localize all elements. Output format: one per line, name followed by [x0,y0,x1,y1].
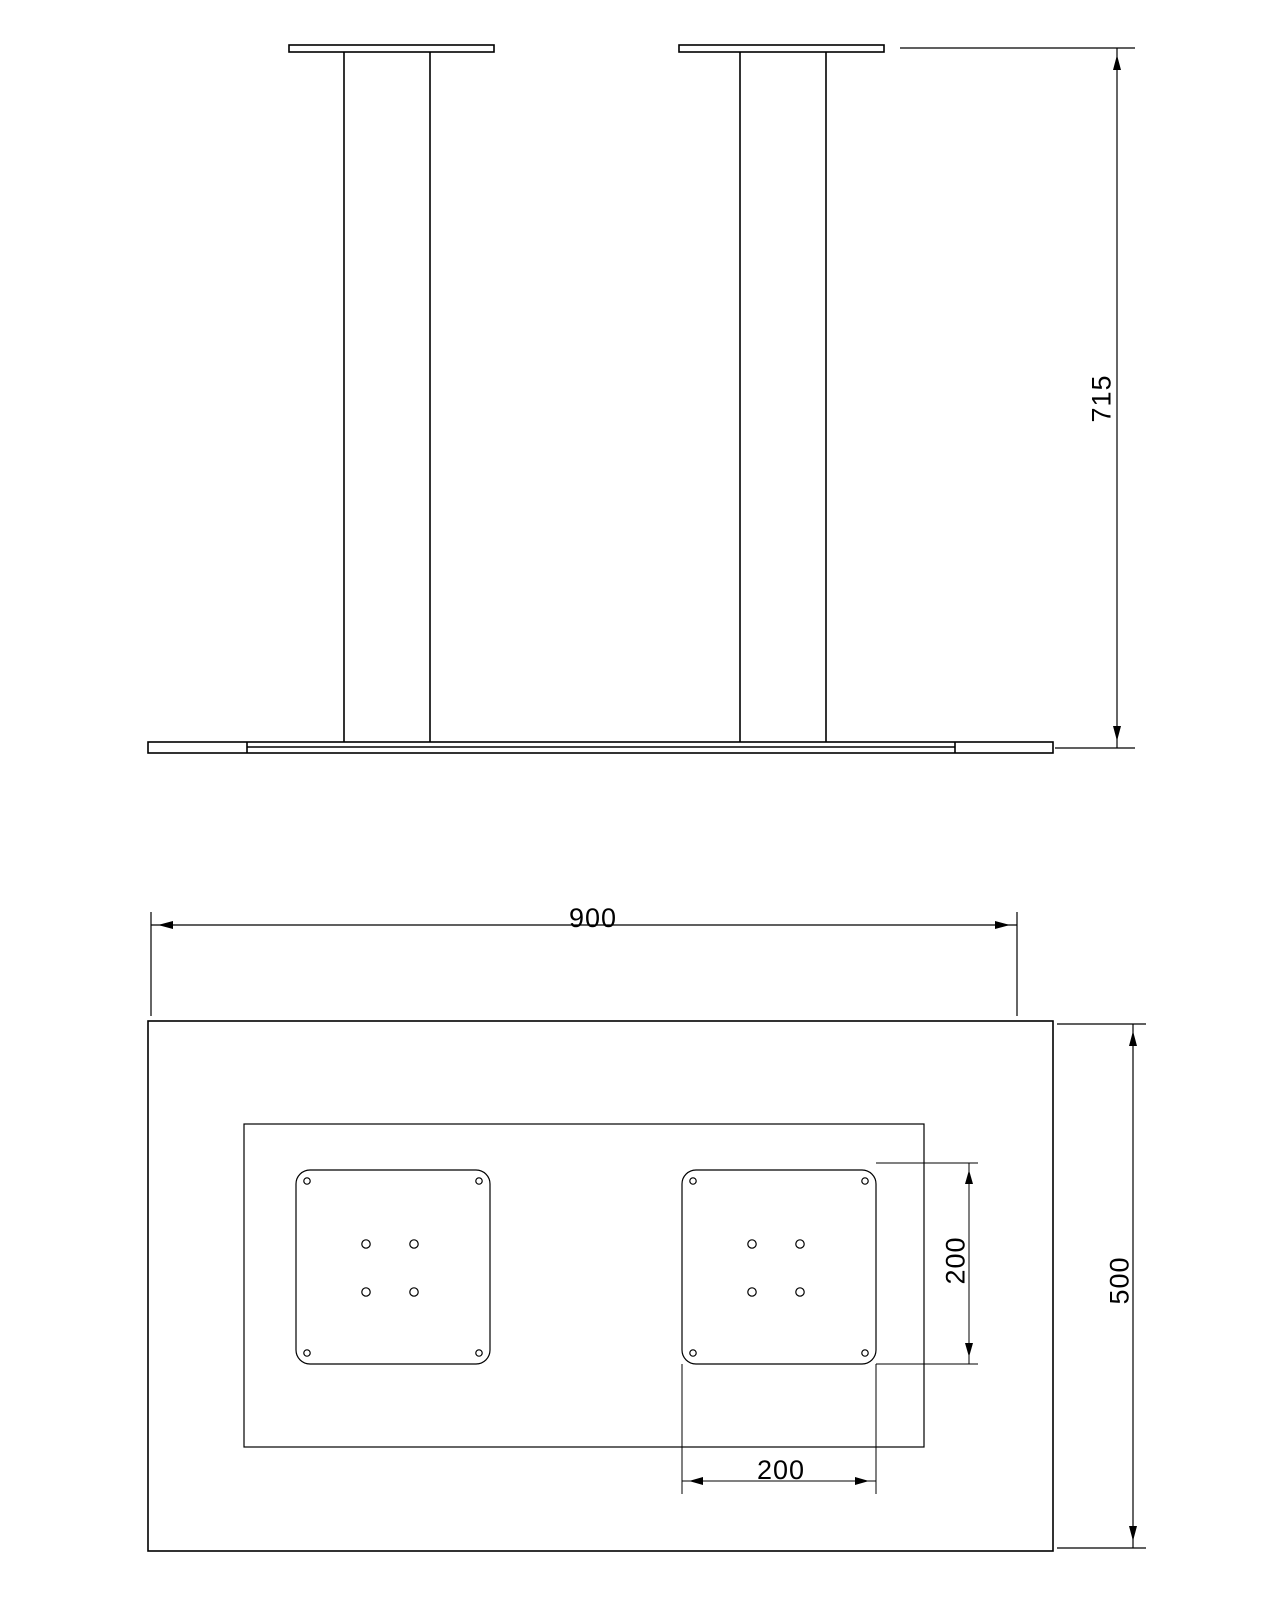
right-top-plate [679,45,884,52]
left-column [344,52,430,742]
front-elevation-view [148,45,1053,753]
dimension-label-plate-width: 200 [756,1455,806,1485]
base-plate [148,742,1053,753]
dimension-label-height: 715 [1086,374,1117,423]
plan-left-mounting-plate [296,1170,490,1364]
plan-inner-rectangle [244,1124,924,1447]
top-plan-view [148,1021,1053,1551]
dimension-label-width: 500 [1104,1256,1135,1305]
plan-base-plate-outline [148,1021,1053,1551]
plan-right-mounting-plate [682,1170,876,1364]
dimension-label-length: 900 [568,903,618,933]
left-top-plate [289,45,494,52]
right-column [740,52,826,742]
dimension-label-plate-depth: 200 [940,1236,971,1285]
